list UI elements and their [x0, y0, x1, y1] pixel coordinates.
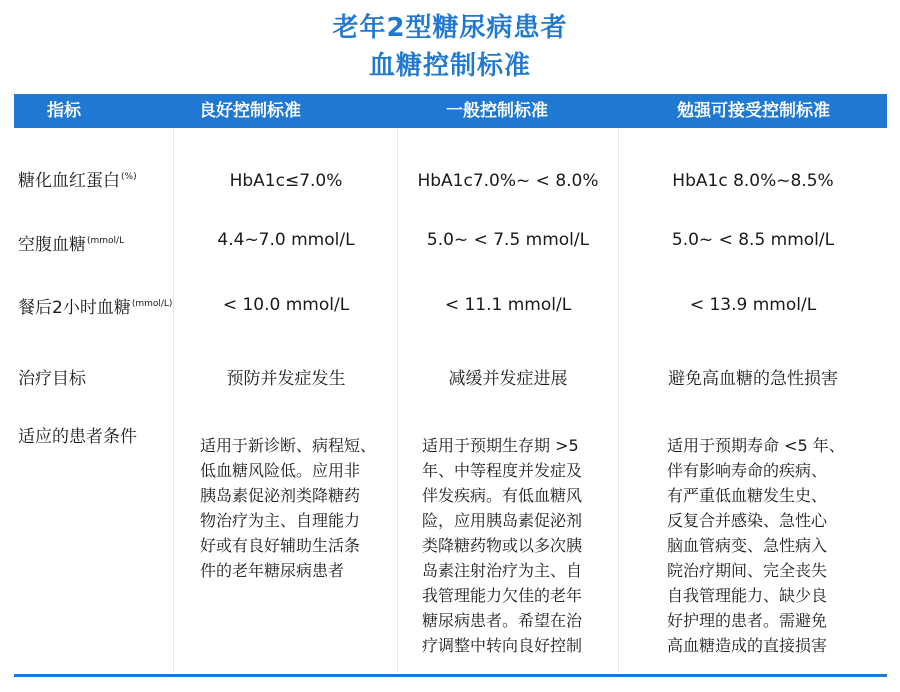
- row-label-postprandial-glucose: 餐后2小时血糖$^{(mmol/L)}$: [18, 298, 173, 318]
- table-cell: HbA1c 8.0%~8.5%: [672, 171, 834, 191]
- column-divider: [173, 128, 174, 673]
- header-general-control: 一般控制标准: [446, 101, 548, 121]
- table-cell: 4.4~7.0 mmol/L: [217, 230, 355, 250]
- table-cell: 减缓并发症进展: [448, 369, 568, 389]
- table-cell: < 10.0 mmol/L: [222, 295, 350, 315]
- page-title: 老年2型糖尿病患者: [332, 13, 568, 43]
- header-acceptable-control: 勉强可接受控制标准: [677, 101, 830, 121]
- column-divider: [397, 128, 398, 673]
- conditions-good-control: 适用于新诊断、病程短、 低血糖风险低。应用非 胰岛素促泌剂类降糖药 物治疗为主、自理能力 好或有良好辅助生活条 件的老年糖尿病患者: [200, 436, 377, 580]
- column-divider: [618, 128, 619, 673]
- table-cell: 预防并发症发生: [226, 369, 346, 389]
- conditions-general-control: 适用于预期生存期 >5 年、中等程度并发症及 伴发疾病。有低血糖风 险，应用胰岛素促泌剂 类降糖药物或以多次胰 岛素注射治疗为主、自 我管理能力欠佳的老年 糖尿病患者。希望在治 疗调整中转向良好控制: [422, 436, 583, 655]
- table-header: [14, 94, 887, 128]
- table-cell: HbA1c7.0%~ < 8.0%: [417, 171, 599, 191]
- row-label-hba1c: 糖化血红蛋白(%): [18, 171, 137, 191]
- table-cell: 避免高血糖的急性损害: [668, 369, 838, 389]
- table-cell: 5.0~ < 7.5 mmol/L: [426, 230, 590, 250]
- row-label-fasting-glucose: 空腹血糖$^{(mmol/L}$: [18, 235, 125, 255]
- conditions-acceptable-control: 适用于预期寿命 <5 年、 伴有影响寿命的疾病、 有严重低血糖发生史、 反复合并感染、急性心 脑血管病变、急性病入 院治疗期间、完全丧失 自我管理能力、缺少良 好护理的患者。需避免 高血糖造成的直接损害: [667, 436, 845, 655]
- row-label-conditions: 适应的患者条件: [18, 427, 137, 447]
- page-subtitle: 血糖控制标准: [368, 51, 531, 81]
- table-bottom-border: [14, 674, 887, 677]
- row-label-treatment-goal: 治疗目标: [18, 369, 86, 389]
- table-cell: < 13.9 mmol/L: [689, 295, 817, 315]
- table-cell: < 11.1 mmol/L: [444, 295, 572, 315]
- table-cell: HbA1c≤7.0%: [229, 171, 343, 191]
- table-cell: 5.0~ < 8.5 mmol/L: [671, 230, 835, 250]
- header-indicator: 指标: [47, 101, 81, 121]
- header-good-control: 良好控制标准: [199, 101, 301, 121]
